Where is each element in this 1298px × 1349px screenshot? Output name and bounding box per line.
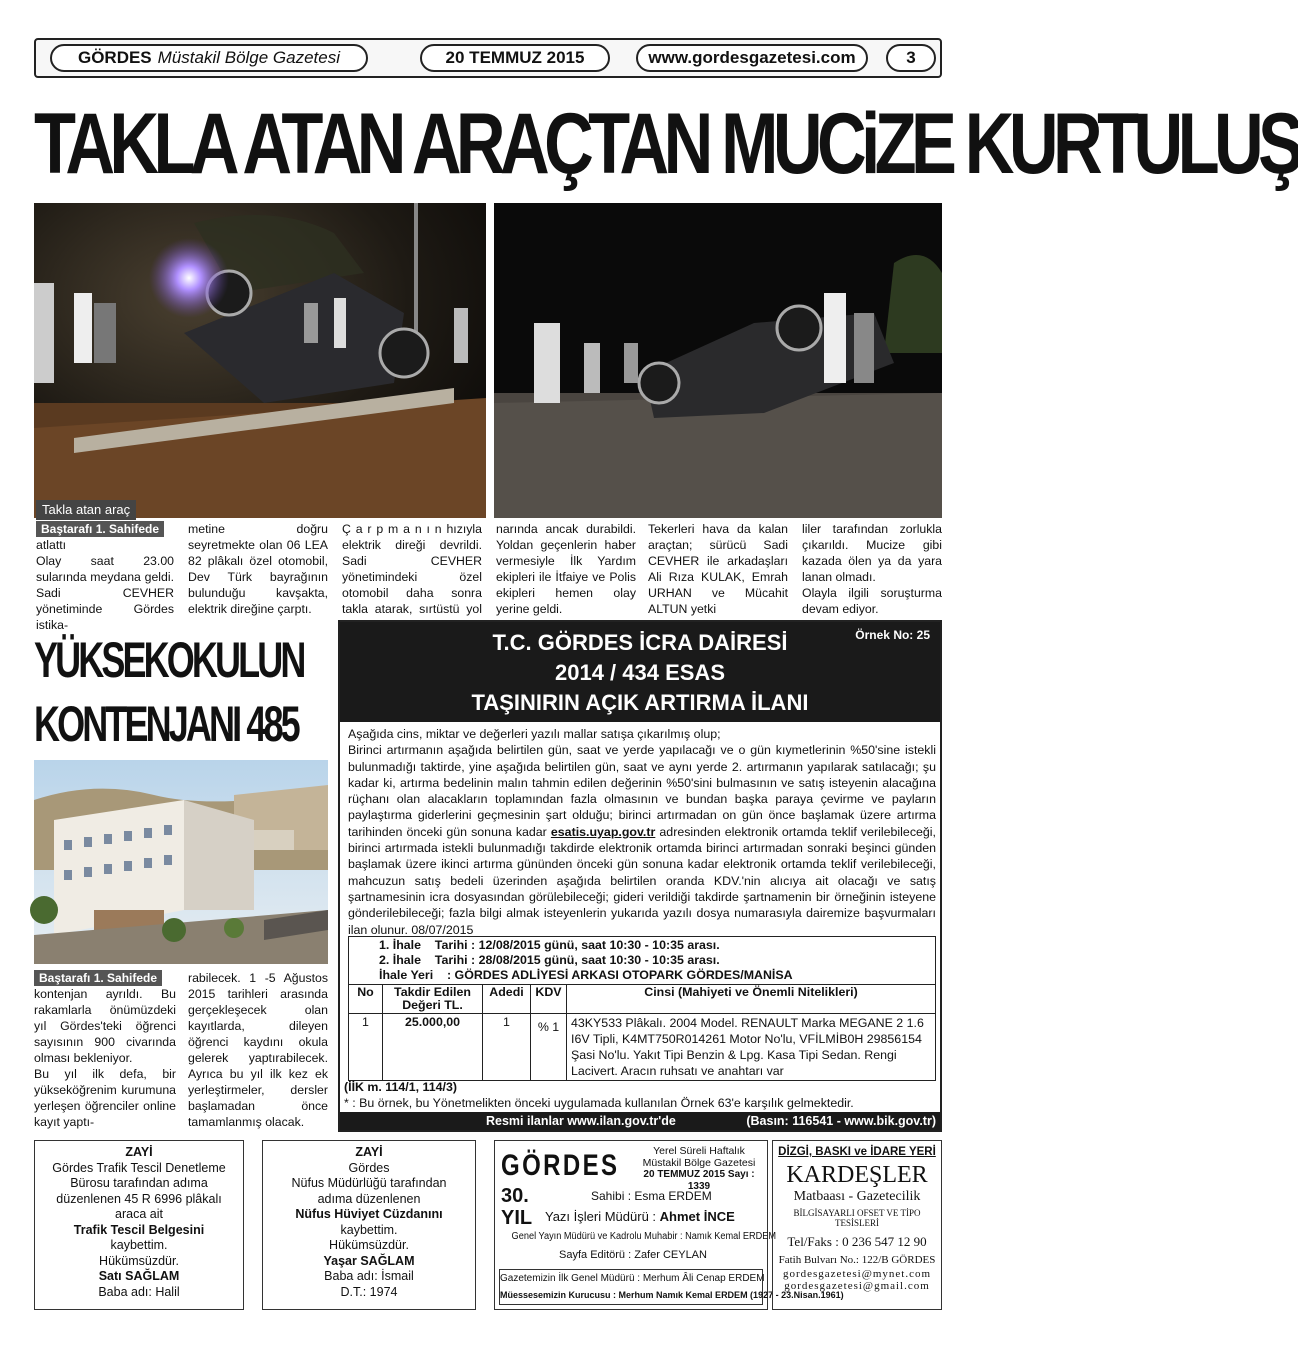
masthead-owner: Sahibi : Esma ERDEM (591, 1189, 712, 1203)
ad2-line5: Hükümsüzdür. (329, 1238, 409, 1252)
editor-name: Ahmet İNCE (659, 1209, 735, 1224)
header-bar (34, 38, 942, 78)
ad2-line1: Gördes (348, 1160, 390, 1175)
ad2-line7: D.T.: 1974 (340, 1284, 398, 1299)
ad1-line7: Baba adı: Halil (98, 1284, 180, 1299)
auction-title2: 2014 / 434 ESAS (554, 660, 725, 685)
ihale-place-label: İhale Yeri (379, 968, 434, 982)
table-header-row (349, 985, 936, 1014)
col-desc: Cinsi (Mahiyeti ve Önemli Nitelikleri) (567, 985, 936, 1014)
col-kdv: KDV (531, 985, 567, 1014)
ihale1-label: 1. İhale (379, 938, 422, 952)
row-kdv: % 1 (531, 1014, 567, 1081)
masthead-issue: 20 TEMMUZ 2015 Sayı : 1339 (643, 1169, 755, 1192)
story1-col5: Tekerleri hava da kalan araçtan; sürücü Sadi CEVHER ile arkadaşları Ali Rıza KULAK, Emrah URHAN ve Mücahit ALTUN yetki (648, 522, 788, 616)
accident-photo-right (494, 203, 942, 518)
story1-col3: Ç a r p m a n ı n hızıyla elektrik direği devrildi. Sadi CEVHER yönetimindeki özel otomobil daha sonra takla atarak, sırtüstü yol (342, 522, 482, 616)
bik-link[interactable]: (Basın: 116541 - www.bik.gov.tr) (746, 1114, 936, 1128)
ad2-line6: Baba adı: İsmail (324, 1269, 414, 1283)
story2-headline-line2: KONTENJANI 485 (34, 696, 298, 752)
ihale-dates (349, 937, 936, 985)
ad1-line1: Gördes Trafik Tescil Denetleme (52, 1160, 226, 1175)
sample-no: Örnek No: 25 (855, 628, 930, 642)
paper-subtitle: Müstakil Bölge Gazetesi (157, 48, 341, 67)
law-reference: (İİK m. 114/1, 114/3) (344, 1080, 457, 1094)
website-link[interactable]: www.gordesgazetesi.com (636, 44, 868, 72)
masthead-founders (499, 1269, 844, 1305)
zayi-ad-1 (34, 1140, 244, 1310)
masthead-type (635, 1145, 763, 1193)
ad1-line5: kaybettim. (110, 1238, 168, 1252)
ad1-line3: düzenlenen 45 R 6996 plâkalı (56, 1191, 222, 1206)
ad2-name: Yaşar SAĞLAM (323, 1253, 415, 1268)
auction-footer (340, 1112, 940, 1130)
ad2-line3: adıma düzenlenen (317, 1191, 421, 1206)
paper-name: GÖRDES (77, 48, 152, 67)
photo-caption: Takla atan araç (36, 500, 136, 520)
story1-col6: liler tarafından zorlukla çıkarıldı. Mucize gibi kazada ölen ya da yara lanan olmadı. Olayla ilgili soruşturma devam ediyor. (802, 522, 942, 616)
continued-tag-2: Baştarafı 1. Sahifede (34, 970, 162, 986)
story1-col1-text: atlattı Olay saat 23.00 sularında meydana geldi. Sadi CEVHER yönetiminde Gördes istika- (36, 538, 174, 632)
row-value: 25.000,00 (383, 1014, 483, 1081)
founder: Müessesemizin Kurucusu : Merhum Namık Kemal ERDEM (1927 - 23.Nisan.1961) (500, 1290, 844, 1300)
auction-title3: TAŞINIRIN AÇIK ARTIRMA İLANI (471, 690, 809, 715)
story2-col1 (34, 970, 176, 1130)
auction-body-text1: Aşağıda cins, miktar ve değerleri yazılı mallar satışa çıkarılmış olup; Birinci artırmanın aşağıda belirtilen gün, saat ve yerde yapılacağı ve o gün kıymetlerinin %50'sine istekli bulunmadığı taktirde, yine aşağıda belirtilen gün, saat ve aynı yerde 2. artırmanın yapılarak satılacağı; şu kadar ki, artırma bedelinin malın tahmin edilen değerinin %50'sini bulmasının ve satış isteyenin alacağına rüçhanı olan alacakların toplamından fazla olmasının ve bundan başka paraya çevirme ve payların paylaştırma giderlerini geçmesinin şart olduğu; birinci artırmadan on gün önce başlamak üzere artırma tarihinden önceki gün sonuna kadar (348, 727, 936, 839)
printer-heading: DİZGİ, BASKI ve İDARE YERİ (778, 1146, 936, 1158)
issue-date: 20 TEMMUZ 2015 (420, 44, 610, 72)
auction-body (348, 726, 936, 938)
ihale2-text: Tarihi : 28/08/2015 günü, saat 10:30 - 10:35 arası. (434, 953, 720, 967)
row-no: 1 (349, 1014, 383, 1081)
story2-headline-line1: YÜKSEKOKULUN (34, 632, 304, 688)
masthead-editor (545, 1209, 735, 1224)
editor-label: Yazı İşleri Müdürü : (545, 1209, 657, 1224)
ad1-document: Trafik Tescil Belgesini (73, 1222, 205, 1237)
row-qty: 1 (483, 1014, 531, 1081)
masthead-type2: Müstakil Bölge Gazetesi (642, 1157, 756, 1169)
table-row (349, 1014, 936, 1081)
col-value: Takdir Edilen Değeri TL. (383, 985, 483, 1014)
continued-tag: Baştarafı 1. Sahifede (36, 521, 164, 537)
paper-name-pill (50, 44, 368, 72)
zayi-title-1: ZAYİ (125, 1145, 153, 1159)
masthead-name: GÖRDES (501, 1149, 620, 1182)
row-description: 43KY533 Plâkalı. 2004 Model. RENAULT Marka MEGANE 2 1.6 I6V Tipli, K4MT750R014261 Motor No'lu, VFİLMİB0H 29856154 Şasi No'lu. Yakıt Tipi Benzin & Lpg. Kasa Tipi Sedan. Rengi Lacivert. Aracın ruhsatı ve anahtarı var (567, 1014, 936, 1081)
masthead-years-word: YIL (501, 1207, 533, 1229)
ad1-name: Satı SAĞLAM (98, 1269, 180, 1283)
page-number: 3 (886, 44, 936, 72)
masthead (494, 1140, 844, 1310)
first-gm: Gazetemizin İlk Genel Müdürü : Merhum Âli Cenap ERDEM (500, 1273, 765, 1284)
printer-name: KARDEŞLER (786, 1162, 928, 1188)
story1-col1 (36, 521, 174, 633)
story1-col2: metine doğru seyretmekte olan 06 LEA 82 plâkalı özel otomobil, Dev Türk bayrağının bulunduğu kavşakta, elektrik direğine çarptı. (188, 522, 328, 616)
ilan-link[interactable]: Resmi ilanlar www.ilan.gov.tr'de (486, 1114, 676, 1128)
col-qty: Adedi (483, 985, 531, 1014)
ad2-line2: Nüfus Müdürlüğü tarafından (291, 1176, 447, 1190)
masthead-years-num: 30. (501, 1185, 529, 1207)
auction-title1: T.C. GÖRDES İCRA DAİRESİ (492, 630, 788, 655)
masthead-gm: Genel Yayın Müdürü ve Kadrolu Muhabir : Namık Kemal ERDEM (511, 1231, 777, 1242)
ad2-line4: kaybettim. (340, 1222, 398, 1237)
zayi-title-2: ZAYİ (355, 1145, 383, 1159)
printer-sub: Matbaası - Gazetecilik (793, 1189, 921, 1204)
main-headline: TAKLA ATAN ARAÇTAN MUCiZE KURTULUŞ (34, 96, 1298, 192)
esatis-link[interactable]: esatis.uyap.gov.tr (550, 824, 656, 839)
auction-footnote: * : Bu örnek, bu Yönetmelikten önceki uygulamada kullanılan Örnek 63'e karşılık gelmektedir. (344, 1096, 854, 1110)
printer-tel: Tel/Faks : 0 236 547 12 90 (787, 1234, 927, 1249)
ihale1-text: Tarihi : 12/08/2015 günü, saat 10:30 - 10:35 arası. (434, 938, 720, 952)
ad1-line2: Bürosu tarafından adıma (70, 1176, 208, 1190)
ihale2-label: 2. İhale (379, 953, 422, 967)
story2-col1-text: kontenjan ayrıldı. Bu rakamlarla önümüzdeki yıl Gördes'teki öğrenci sayısının 900 civarında olması bekleniyor. Bu yıl ilk defa, bir yükseköğrenim kurumuna yerleşen öğrenciler online kayıt yaptı- (34, 987, 176, 1129)
story1-col4: narında ancak durabildi. Yoldan geçenlerin haber vermesiyle İlk Yardım ekipleri ile İtfaiye ve Polis ekipleri hemen olay yerine geldi. (496, 522, 636, 616)
auction-notice (338, 620, 942, 1132)
printer-email2[interactable]: gordesgazetesi@gmail.com (784, 1280, 930, 1292)
masthead-type1: Yerel Süreli Haftalık (653, 1145, 745, 1157)
accident-photo-left (34, 203, 486, 518)
auction-table (348, 936, 936, 1081)
ad1-line4: araca ait (115, 1207, 163, 1221)
zayi-ad-2 (262, 1140, 476, 1310)
printer-info (772, 1140, 942, 1310)
auction-header (340, 622, 940, 722)
story2-col2: rabilecek. 1 -5 Ağustos 2015 tarihleri arasında gerçekleşecek olan kayıtlarda, dileyen öğrenci kaydını okula gelerek yaptırabilecek. Ayrıca bu yıl ilk kez ek yerleştirmeler, dersler başlamadan önce tamamlanmış olacak. (188, 971, 328, 1129)
masthead-page-editor: Sayfa Editörü : Zafer CEYLAN (559, 1249, 707, 1261)
printer-email1[interactable]: gordesgazetesi@mynet.com (782, 1268, 932, 1280)
ihale-place-text: : GÖRDES ADLİYESİ ARKASI OTOPARK GÖRDES/MANİSA (446, 968, 793, 982)
ad2-document: Nüfus Hüviyet Cüzdanını (295, 1207, 443, 1221)
printer-sub2: BİLGİSAYARLI OFSET VE TİPO TESİSLERİ (793, 1208, 921, 1228)
school-building-photo (34, 760, 328, 964)
printer-address: Fatih Bulvarı No.: 122/B GÖRDES (778, 1254, 936, 1266)
col-no: No (349, 985, 383, 1014)
auction-body-text2: adresinden elektronik ortamda teklif verilebileceği, birinci artırmada istekli bulunmadığı takdirde elektronik ortamda birinci artırmadan sonraki beşinci günden başlamak üzere ikinci artırma gününden önceki gün sonuna kadar elektronik ortamda teklif verilebileceği, mahcuzun satış bedeli üzerinden aşağıda belirtilen oranda KDV.'nin alıcıya ait olacağı ve satış şartnamesinin icra dosyasından görülebileceği; gideri verildiği takdirde şartnamenin bir örneğinin isteyene gönderilebileceği; fazla bilgi almak isteyenlerin yukarıda yazılı dosya numarasıyla dairemize başvurmaları ilan olunur. 08/07/2015 (348, 824, 937, 937)
ad1-line6: Hükümsüzdür. (99, 1253, 179, 1268)
